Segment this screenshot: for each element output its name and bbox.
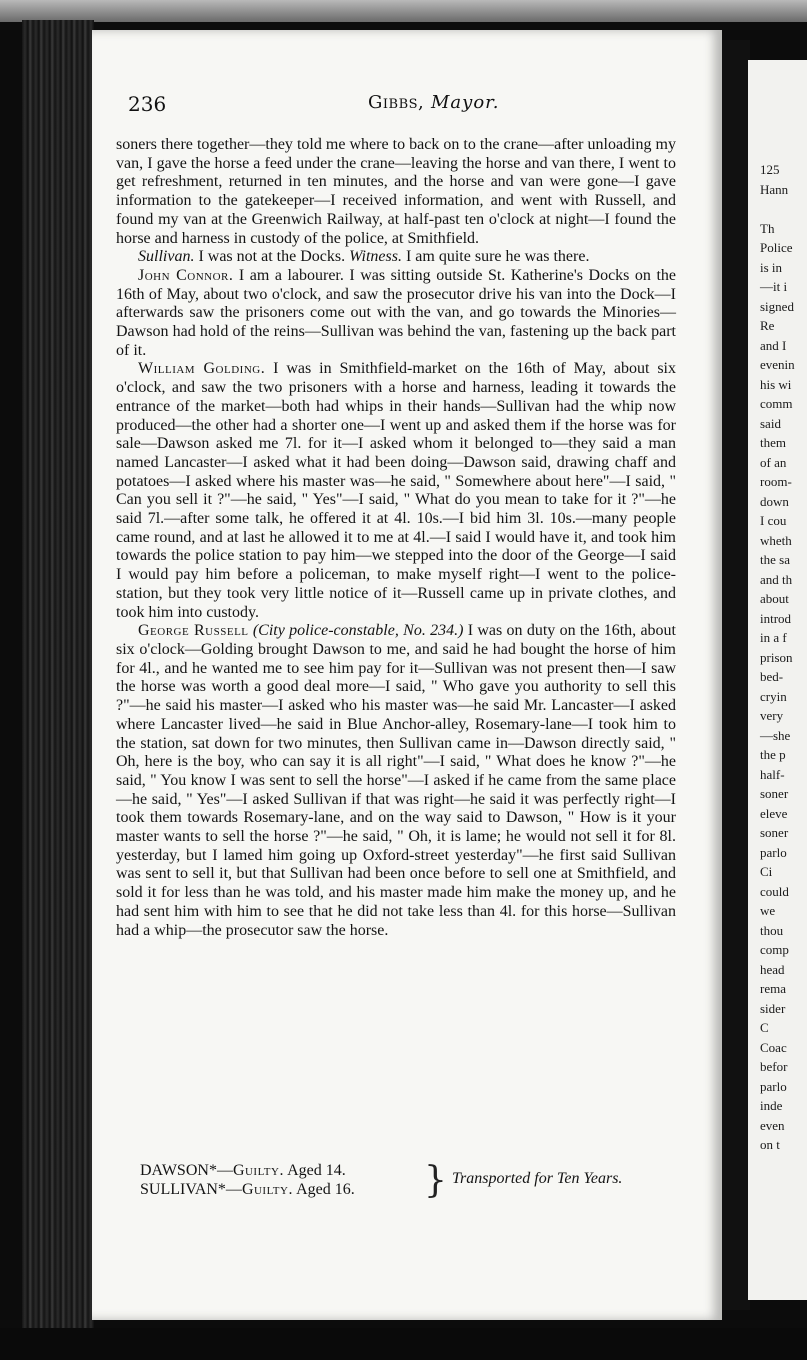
facing-page-line: said bbox=[760, 415, 781, 431]
facing-page-line: half- bbox=[760, 766, 785, 782]
facing-page-line: about bbox=[760, 591, 789, 606]
running-head-name: Gibbs, bbox=[368, 92, 425, 113]
witness-name: John Connor. bbox=[138, 266, 234, 284]
facing-page-line: and th bbox=[760, 571, 793, 587]
facing-page-line: room- bbox=[760, 474, 792, 489]
brace-mark: } bbox=[424, 1160, 447, 1201]
facing-page-line: befor bbox=[760, 1059, 788, 1074]
scanner-bottom-edge bbox=[0, 1328, 807, 1360]
facing-page-line: his wi bbox=[760, 376, 792, 392]
facing-page-line: —she bbox=[760, 727, 791, 743]
facing-page-line: eleve bbox=[760, 805, 788, 821]
sentence-text: Transported for Ten Years. bbox=[452, 1170, 623, 1187]
facing-page-line: C bbox=[760, 1020, 769, 1035]
facing-page-line: in a f bbox=[760, 630, 787, 645]
facing-page-line: parlo bbox=[760, 1078, 787, 1094]
paragraph-sullivan-statement bbox=[116, 248, 676, 267]
facing-page-line: Re bbox=[760, 318, 775, 333]
facing-page-line: and I bbox=[760, 337, 787, 353]
defendant-age: Aged 16. bbox=[292, 1181, 355, 1198]
facing-page-line: soner bbox=[760, 786, 789, 801]
facing-page-line: Th bbox=[760, 220, 775, 236]
verdict-text: Guilty. bbox=[241, 1181, 293, 1198]
witness-role: (City police-constable, No. 234.) bbox=[248, 622, 464, 640]
speaker-label: Sullivan. bbox=[138, 248, 195, 266]
facing-page-line: parlo bbox=[760, 844, 787, 860]
facing-page-line: sider bbox=[760, 1000, 786, 1016]
facing-page-text bbox=[748, 160, 795, 1155]
witness-name: George Russell bbox=[138, 622, 249, 640]
facing-page-line: on t bbox=[760, 1137, 780, 1152]
paragraph-william-golding bbox=[116, 360, 676, 622]
facing-page-line: of an bbox=[760, 454, 787, 470]
paragraph-continuation: soners there together—they told me where to back on to the crane—after unloading my van, I gave the horse a feed under the crane—leaving the horse and van there, I went to get refreshment, returned in ten minutes, and the horse and van were gone—I gave information to the gatekeeper—I received information, and went with Russell, and found my van at the Greenwich Railway, at half-past ten o'clock at night—I found the horse and harness in custody of the police, at Smithfield. bbox=[116, 136, 676, 247]
book-spine bbox=[22, 20, 94, 1330]
facing-page-line: could bbox=[760, 883, 789, 899]
facing-page-line: the sa bbox=[760, 552, 790, 567]
running-header bbox=[128, 92, 688, 122]
facing-page-line: introd bbox=[760, 610, 792, 626]
scanner-top-edge bbox=[0, 0, 807, 22]
facing-page-line: thou bbox=[760, 922, 784, 938]
facing-page-line: rema bbox=[760, 981, 786, 996]
defendant-name: SULLIVAN*— bbox=[140, 1181, 242, 1198]
defendant-name: DAWSON*— bbox=[140, 1162, 233, 1179]
page-body bbox=[116, 136, 676, 940]
facing-page-line: inde bbox=[760, 1098, 783, 1113]
witness-name: William Golding. bbox=[138, 360, 266, 378]
testimony-text: I was on duty on the 16th, about six o'clock—Golding brought Dawson to me, and said he had bought the horse of him for 4l., and he wanted me to see him pay for it—Sullivan was not present then—I saw the horse was worth a good deal more—I said, " Who gave you authority to sell this ?"—he said his master—I asked who his master was—he said Mr. Lancaster—I asked where Lancaster lived—he said in Blue Anchor-alley, Rosemary-lane—I took him to the station, sat down for two minutes, then Sullivan came in—Dawson directly said, " Oh, here is the boy, who can say it is all right"—I said, " What does he know ?"—he said, " You know I was sent to sell the horse"—I asked if he came from the same place—he said, " Yes"—I asked Sullivan if that was right—he said it was perfectly right—I took them towards Rosemary-lane, and on the way said to Dawson, " How is it your master wants to sell the horse ?"—he said, " Oh, it is lame; he would not sell it for 8l. yesterday, but I lamed him going up Oxford-street yesterday"—he first said Sullivan was sent to sell it, but that Sullivan had been once before to sell one at Smithfield, and sold it for less than he was told, and his master made him make the money up, and he had sent him with him to see that he did not take less than 4l. for this horse—Sullivan had a whip—the prosecutor saw the horse. bbox=[116, 622, 677, 939]
facing-page-line: comm bbox=[760, 396, 793, 411]
verdict-block bbox=[140, 1162, 700, 1200]
paragraph-george-russell bbox=[116, 622, 676, 940]
facing-page-line: evenin bbox=[760, 357, 795, 372]
facing-page-line: signed bbox=[760, 298, 794, 314]
page-gutter bbox=[722, 40, 750, 1310]
facing-page-line: 125 bbox=[760, 162, 780, 177]
facing-page-line: bed- bbox=[760, 669, 784, 684]
facing-page-line: soner bbox=[760, 825, 789, 840]
verdict-text: Guilty. bbox=[232, 1162, 284, 1179]
facing-page-line: them bbox=[760, 435, 786, 450]
running-head-title: Mayor. bbox=[430, 92, 500, 113]
facing-page-line: very bbox=[760, 708, 784, 723]
facing-page-line: the p bbox=[760, 747, 786, 762]
facing-page-line: even bbox=[760, 1117, 785, 1133]
page-number: 236 bbox=[128, 92, 167, 116]
facing-page-edge bbox=[748, 60, 807, 1300]
facing-page-line: is in bbox=[760, 259, 783, 275]
facing-page-line: cryin bbox=[760, 688, 787, 704]
facing-page-line: prison bbox=[760, 649, 793, 665]
facing-page-line: Coac bbox=[760, 1039, 787, 1055]
testimony-text: I was in Smithfield-market on the 16th of May, about six o'clock, and saw the two prisoners with a horse and harness, leading it towards the entrance of the market—both had whips in their hands—Sullivan had the whip now produced—the other had a shorter one—I went up and asked them if the horse was for sale—Dawson asked me 7l. for it—I asked whom it belonged to—they said a man named Lancaster—I asked what it had been doing—Dawson said, drawing chaff and potatoes—I asked where his master was—he said, " Somewhere about here"—I said, " Can you sell it ?"—he said, " Yes"—I said, " What do you mean to take for it ?"—he said 7l.—after some talk, he offered it at 4l. 10s.—I bid him 3l. 10s.—many people came round, and at last he allowed it to me at 4l.—I said I would have it, and took him towards the police station to pay him—we stepped into the door of the George—I said I would pay him before a policeman, to make myself right—I went to the police-station, but they took very little notice of it—Russell came up in private clothes, and took him into custody. bbox=[116, 360, 676, 621]
facing-page-line: wheth bbox=[760, 532, 792, 548]
facing-page-line bbox=[748, 199, 795, 219]
facing-page-line: Hann bbox=[760, 181, 789, 197]
statement-text: I was not at the Docks. bbox=[194, 248, 350, 266]
facing-page-line: head bbox=[760, 961, 785, 977]
facing-page-line: comp bbox=[760, 942, 789, 957]
defendant-age: Aged 14. bbox=[283, 1162, 346, 1179]
testimony-text: I am a labourer. I was sitting outside St. Katherine's Docks on the 16th of May, about two o'clock, and saw the prosecutor drive his van into the Dock—I afterwards saw the prisoners come out with the van, and go towards the Minories—Dawson had hold of the reins—Sullivan was behind the van, fastening up the back part of it. bbox=[116, 266, 677, 359]
facing-page-line: we bbox=[760, 903, 776, 918]
facing-page-line: down bbox=[760, 493, 789, 509]
running-head bbox=[368, 92, 500, 113]
facing-page-line: Ci bbox=[760, 864, 773, 879]
facing-page-line: —it i bbox=[760, 279, 788, 294]
statement-text: I am quite sure he was there. bbox=[401, 248, 590, 266]
witness-label: Witness. bbox=[349, 248, 402, 266]
facing-page-line: I cou bbox=[760, 513, 787, 528]
facing-page-line: Police bbox=[760, 240, 793, 255]
paragraph-john-connor bbox=[116, 267, 676, 361]
